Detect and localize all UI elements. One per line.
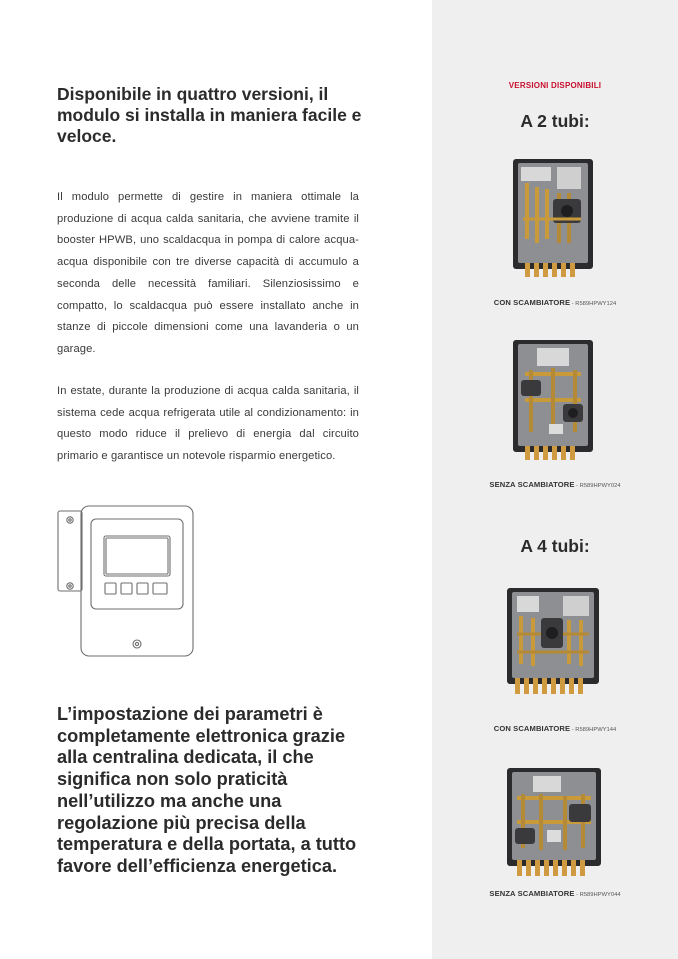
screw-bottom-icon [67, 583, 73, 589]
intro-paragraph: Il modulo permette di gestire in maniera ottimale la produzione di acqua calda sanitaria, che avviene tramite il booster HPWB, uno scaldacqua in pompa di calore acqua-acqua disponibile con tre diverse capacità di accumulo a seconda delle necessità familiari. Silenziosissimo e compatto, lo scaldacqua può essere installato anche in stanze di piccole dimensioni come una lavanderia o un garage. [57, 191, 359, 355]
controller-body [81, 506, 193, 656]
control-button-3 [137, 583, 148, 594]
product-image-4-tubi-con [507, 588, 599, 700]
summer-paragraph: In estate, durante la produzione di acqua calda sanitaria, il sistema cede acqua refrigerata utile al condizionamento: in questo modo riduce il prelievo di energia dal circuito primario e garantisce un notevole risparmio energetico. [57, 385, 359, 463]
display-screen [104, 536, 170, 576]
page-headline: Disponibile in quattro versioni, il modulo si installa in maniera facile e veloce. [57, 84, 362, 146]
control-button-4 [153, 583, 167, 594]
versions-label: VERSIONI DISPONIBILI [508, 81, 602, 90]
caption-4-tubi-senza: SENZA SCAMBIATORE - R589HPWY044 [489, 889, 621, 898]
control-unit-drawing [55, 503, 205, 658]
product-image-2-tubi-con [513, 159, 593, 283]
control-button-1 [105, 583, 116, 594]
product-image-4-tubi-senza [507, 768, 601, 882]
screw-top-icon [67, 517, 73, 523]
caption-2-tubi-con: CON SCAMBIATORE - R589HPWY124 [493, 298, 617, 307]
controller-front [91, 519, 183, 609]
control-button-2 [121, 583, 132, 594]
bottom-screw-icon [133, 640, 141, 648]
four-pipes-title: A 4 tubi: [520, 536, 590, 556]
product-image-2-tubi-senza [513, 340, 593, 468]
electronic-control-claim: L’impostazione dei parametri è completamente elettronica grazie alla centralina dedicata, il che significa non solo praticità nell’utilizzo ma anche una regolazione più precisa della temperatura e della portata, a tutto favore dell’efficienza energetica. [57, 704, 357, 876]
caption-2-tubi-senza: SENZA SCAMBIATORE - R589HPWY024 [489, 480, 621, 489]
caption-4-tubi-con: CON SCAMBIATORE - R589HPWY144 [493, 724, 617, 733]
two-pipes-title: A 2 tubi: [520, 111, 590, 131]
